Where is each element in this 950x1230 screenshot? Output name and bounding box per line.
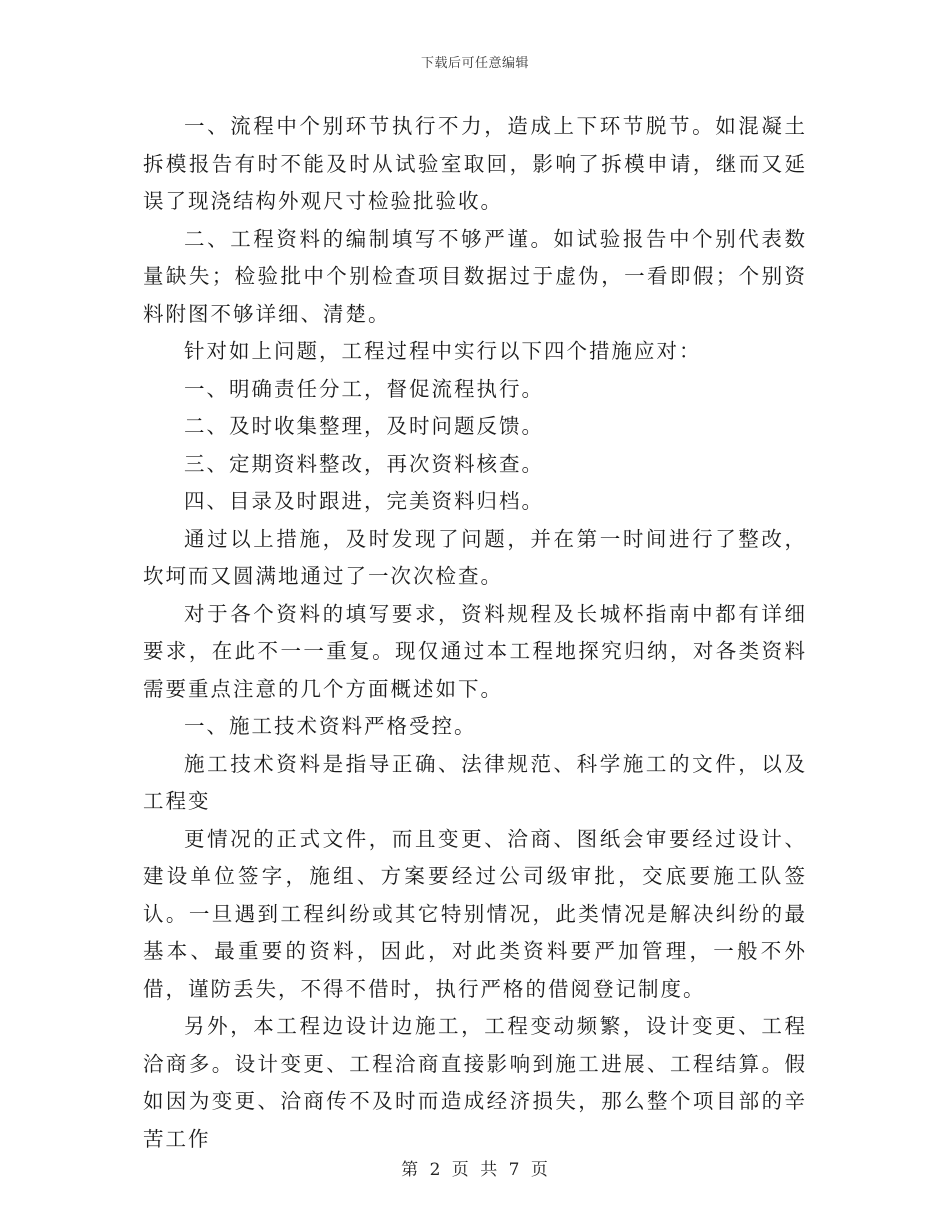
paragraph-measures-intro: 针对如上问题，工程过程中实行以下四个措施应对：: [184, 339, 702, 363]
paragraph-section-heading: 一、施工技术资料严格受控。: [184, 714, 477, 738]
paragraph-measure-4: 四、目录及时跟进，完美资料归档。: [184, 489, 544, 513]
document-body: [143, 108, 807, 1158]
page-footer: 第 2 页 共 7 页: [401, 1160, 549, 1180]
paragraph-result: 通过以上措施，及时发现了问题，并在第一时间进行了整改，坎坷而又圆满地通过了一次次检查。: [143, 526, 807, 588]
paragraph-measure-2: 二、及时收集整理，及时问题反馈。: [184, 414, 544, 438]
paragraph-issue-2: 二、工程资料的编制填写不够严谨。如试验报告中个别代表数量缺失；检验批中个别检查项目数据过于虚伪，一看即假；个别资料附图不够详细、清楚。: [143, 226, 807, 326]
paragraph-measure-1: 一、明确责任分工，督促流程执行。: [184, 376, 544, 401]
page-header: 下载后可任意编辑: [420, 56, 529, 71]
paragraph-requirements: 对于各个资料的填写要求，资料规程及长城杯指南中都有详细要求，在此不一一重复。现仅通过本工程地探究归纳，对各类资料需要重点注意的几个方面概述如下。: [143, 601, 807, 701]
paragraph-measure-3: 三、定期资料整改，再次资料核查。: [184, 451, 544, 476]
paragraph-issue-1: 一、流程中个别环节执行不力，造成上下环节脱节。如混凝土拆模报告有时不能及时从试验室取回，影响了拆模申请，继而又延误了现浇结构外观尺寸检验批验收。: [143, 114, 807, 213]
paragraph-design-changes: 另外，本工程边设计边施工，工程变动频繁，设计变更、工程洽商多。设计变更、工程洽商直接影响到施工进展、工程结算。假如因为变更、洽商传不及时而造成经济损失，那么整个项目部的辛苦工作: [143, 1014, 807, 1151]
paragraph-change-docs: 更情况的正式文件，而且变更、洽商、图纸会审要经过设计、建设单位签字，施组、方案要经过公司级审批，交底要施工队签认。一旦遇到工程纠纷或其它特别情况，此类情况是解决纠纷的最基本、最重要的资料，因此，对此类资料要严加管理，一般不外借，谨防丢失，不得不借时，执行严格的借阅登记制度。: [143, 826, 807, 1001]
paragraph-technical-docs: 施工技术资料是指导正确、法律规范、科学施工的文件，以及工程变: [143, 751, 807, 813]
